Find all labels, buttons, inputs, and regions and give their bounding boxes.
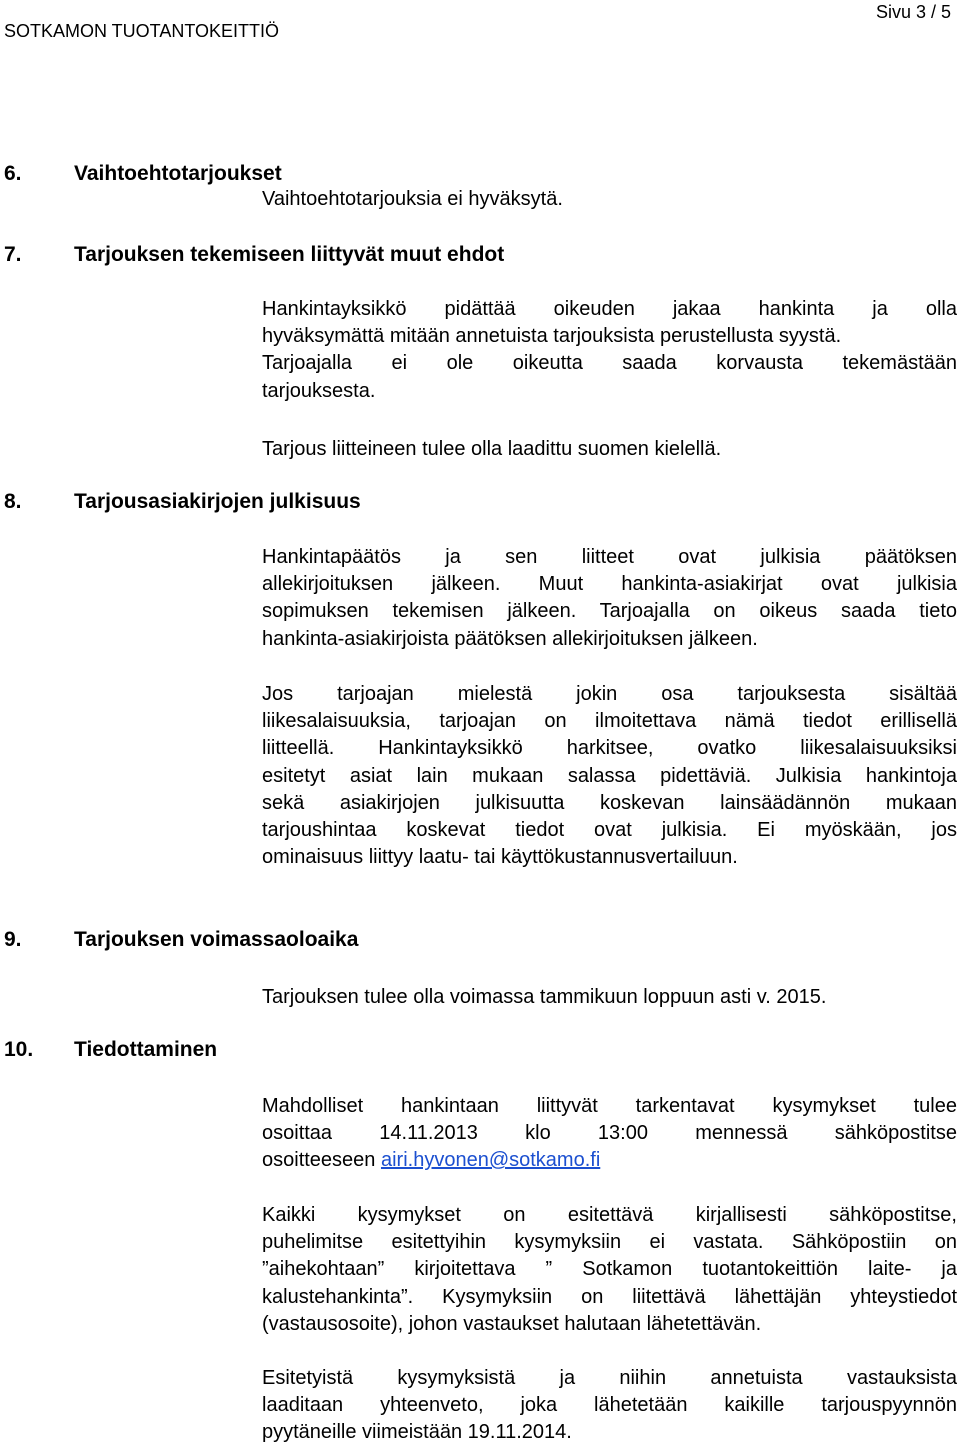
section-8-paragraph-1: [262, 544, 957, 653]
body-line: ominaisuus liittyy laatu- tai käyttökustannusvertailuun.: [262, 846, 738, 869]
section-7-number: 7.: [4, 243, 22, 266]
section-9-body: [262, 984, 957, 1011]
page-number: Sivu 3 / 5: [876, 2, 952, 22]
section-8-number: 8.: [4, 490, 22, 513]
section-10-title: Tiedottaminen: [74, 1038, 218, 1061]
body-line: hyväksymättä mitään annetuista tarjouksista perustellusta syystä.: [262, 325, 842, 348]
section-7-title: Tarjouksen tekemiseen liittyvät muut ehdot: [74, 243, 505, 266]
body-line: Vaihtoehtotarjouksia ei hyväksytä.: [262, 188, 563, 210]
section-6-body: [262, 186, 957, 213]
body-line: Mahdolliset hankintaan liittyvät tarkentavat kysymykset tulee: [262, 1095, 957, 1117]
body-line: hankinta-asiakirjoista päätöksen allekirjoituksen jälkeen.: [262, 627, 758, 650]
body-line: Tarjoajalla ei ole oikeutta saada korvausta tekemästään: [262, 352, 957, 375]
body-line: sekä asiakirjojen julkisuutta koskevan lainsäädännön mukaan: [262, 791, 957, 814]
body-line: Esitetyistä kysymyksistä ja niihin annetuista vastauksista: [262, 1367, 957, 1389]
section-10-paragraph-2: [262, 1202, 957, 1338]
body-line: allekirjoituksen jälkeen. Muut hankinta-asiakirjat ovat julkisia: [262, 573, 957, 596]
section-8-paragraph-2: [262, 681, 957, 871]
body-line: liikesalaisuuksia, tarjoajan on ilmoitettava nämä tiedot erillisellä: [262, 710, 957, 733]
body-line: tarjoushintaa koskevat tiedot ovat julkisia. Ei myöskään, jos: [262, 819, 957, 842]
section-10-paragraph-3: [262, 1365, 957, 1447]
section-8-title: Tarjousasiakirjojen julkisuus: [74, 490, 361, 513]
section-6-title: Vaihtoehtotarjoukset: [74, 162, 282, 185]
section-7-paragraph-2: [262, 436, 957, 463]
section-10-paragraph-1: [262, 1093, 957, 1175]
email-link[interactable]: airi.hyvonen@sotkamo.fi: [380, 1149, 601, 1172]
body-line: pyytäneille viimeistään 19.11.2014.: [262, 1421, 572, 1444]
body-line: osoittaa 14.11.2013 klo 13:00 mennessä sähköpostitse: [262, 1122, 957, 1145]
body-line: liitteellä. Hankintayksikkö harkitsee, ovatko liikesalaisuuksiksi: [262, 737, 957, 760]
section-10-number: 10.: [4, 1038, 34, 1061]
body-line: Tarjouksen tulee olla voimassa tammikuun loppuun asti v. 2015.: [262, 986, 827, 1008]
body-line: Hankintapäätös ja sen liitteet ovat julkisia päätöksen: [262, 546, 957, 568]
section-6-number: 6.: [4, 162, 22, 185]
body-line: tarjouksesta.: [262, 379, 376, 402]
body-line: Hankintayksikkö pidättää oikeuden jakaa hankinta ja olla: [262, 298, 957, 320]
document-header-title: SOTKAMON TUOTANTOKEITTIÖ: [4, 21, 280, 41]
body-line: (vastausosoite), johon vastaukset halutaan lähetettävän.: [262, 1312, 762, 1335]
body-line: sopimuksen tekemisen jälkeen. Tarjoajalla on oikeus saada tieto: [262, 600, 957, 623]
body-line: puhelimitse esitettyihin kysymyksiin ei vastata. Sähköpostiin on: [262, 1231, 957, 1254]
body-line: ”aihekohtaan” kirjoitettava ” Sotkamon tuotantokeittiön laite- ja: [262, 1258, 957, 1281]
section-9-title: Tarjouksen voimassaoloaika: [74, 928, 359, 951]
body-line: Tarjous liitteineen tulee olla laadittu suomen kielellä.: [262, 438, 722, 460]
section-9-number: 9.: [4, 928, 22, 951]
address-prefix: osoitteeseen: [262, 1149, 376, 1172]
email-line: [262, 1147, 957, 1174]
body-line: Jos tarjoajan mielestä jokin osa tarjouksesta sisältää: [262, 683, 957, 705]
section-7-paragraph-1: [262, 296, 957, 405]
body-line: kalustehankinta”. Kysymyksiin on liitettävä lähettäjän yhteystiedot: [262, 1285, 957, 1308]
body-line: Kaikki kysymykset on esitettävä kirjallisesti sähköpostitse,: [262, 1204, 957, 1226]
body-line: laaditaan yhteenveto, joka lähetetään kaikille tarjouspyynnön: [262, 1394, 957, 1417]
body-line: esitetyt asiat lain mukaan salassa pidettäviä. Julkisia hankintoja: [262, 764, 957, 787]
